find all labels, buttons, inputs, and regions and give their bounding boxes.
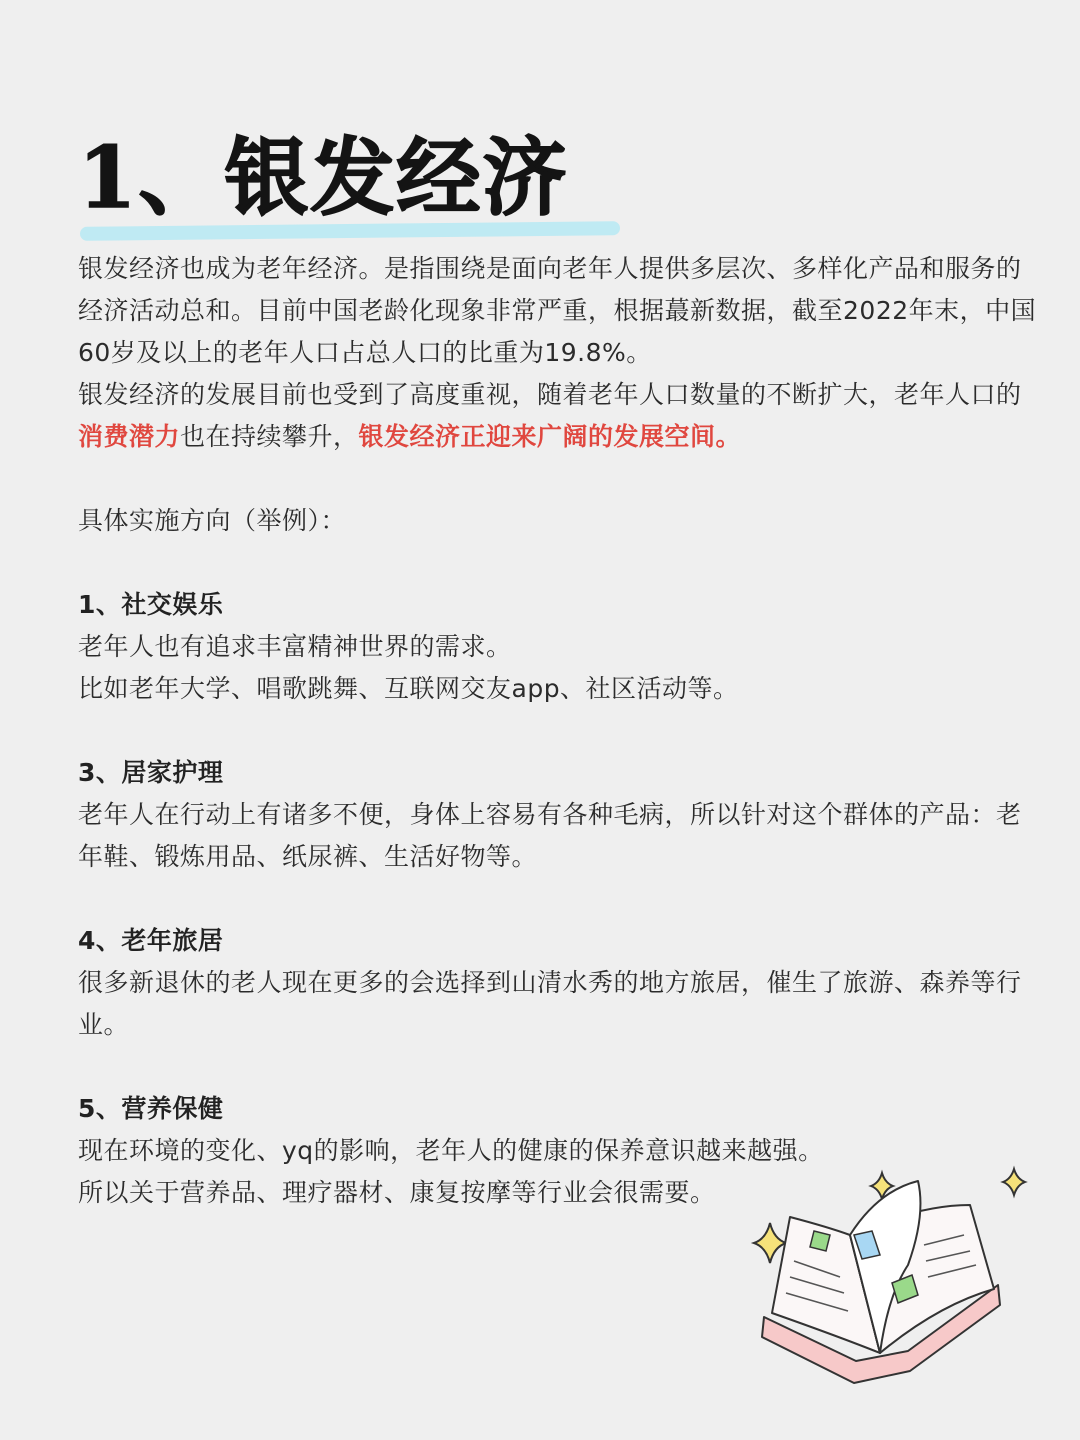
intro-text: 也在持续攀升，	[180, 422, 359, 451]
section-line: 老年人在行动上有诸多不便，身体上容易有各种毛病，所以针对这个群体的产品：老年鞋、锻炼用品、纸尿裤、生活好物等。	[78, 800, 1022, 871]
section-line: 比如老年大学、唱歌跳舞、互联网交友app、社区活动等。	[78, 674, 739, 703]
intro-text: 银发经济的发展目前也受到了高度重视，随着老年人口数量的不断扩大，老年人口的	[78, 380, 1022, 409]
directions-heading: 具体实施方向（举例）：	[78, 506, 347, 535]
section-title-social: 1、社交娱乐	[78, 590, 224, 619]
section-line: 老年人也有追求丰富精神世界的需求。	[78, 632, 512, 661]
highlight-consumption-potential: 消费潜力	[78, 422, 181, 451]
intro-paragraph-2	[78, 374, 1038, 458]
sparkle-icon	[754, 1223, 786, 1263]
title-block	[78, 128, 638, 248]
article-body	[78, 248, 1038, 1214]
highlight-development-space: 银发经济正迎来广阔的发展空间。	[358, 422, 742, 451]
page-title: 1、银发经济	[78, 128, 569, 227]
intro-paragraph-1: 银发经济也成为老年经济。是指围绕是面向老年人提供多层次、多样化产品和服务的经济活动总和。目前中国老龄化现象非常严重，根据蕞新数据，截至2022年末，中国60岁及以上的老年人口占总人口的比重为19.8%。	[78, 254, 1037, 367]
section-line: 现在环境的变化、yq的影响，老年人的健康的保养意识越来越强。	[78, 1136, 824, 1165]
section-line: 很多新退休的老人现在更多的会选择到山清水秀的地方旅居，催生了旅游、森养等行业。	[78, 968, 1022, 1039]
section-title-health: 5、营养保健	[78, 1094, 224, 1123]
section-title-travel: 4、老年旅居	[78, 926, 224, 955]
sparkle-icon	[1003, 1169, 1025, 1195]
section-title-home-care: 3、居家护理	[78, 758, 224, 787]
section-line: 所以关于营养品、理疗器材、康复按摩等行业会很需要。	[78, 1178, 716, 1207]
open-book-icon	[748, 1165, 1038, 1405]
